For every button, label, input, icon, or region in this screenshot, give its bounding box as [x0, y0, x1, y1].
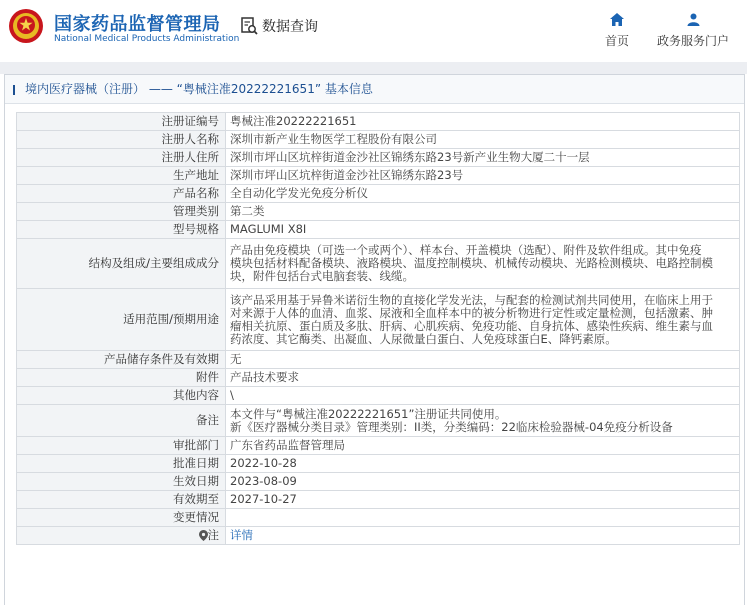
- field-value-text: 2022-10-28: [230, 456, 297, 470]
- field-label: [17, 405, 226, 437]
- field-label: [17, 491, 226, 509]
- field-value: [226, 221, 740, 239]
- field-value-line: 瘤相关抗原、蛋白质及多肽、肝病、心肌疾病、免疫功能、自身抗体、感染性疾病、维生素与血: [230, 318, 713, 333]
- field-value-text: 粤械注准20222221651: [230, 114, 357, 128]
- field-value-text: 2023-08-09: [230, 474, 297, 488]
- field-label-text: 备注: [196, 413, 219, 427]
- field-value: [226, 185, 740, 203]
- breadcrumb-text: 境内医疗器械（注册） —— “粤械注准20222221651” 基本信息: [25, 82, 373, 96]
- field-label: [17, 509, 226, 527]
- details-link[interactable]: 详情: [230, 528, 253, 542]
- field-value: [226, 387, 740, 405]
- field-label-text: 结构及组成/主要组成成分: [88, 256, 219, 270]
- field-label-text: 注: [207, 528, 219, 542]
- field-label-text: 批准日期: [173, 456, 219, 470]
- field-label: [17, 131, 226, 149]
- field-value-text: 2027-10-27: [230, 492, 297, 506]
- field-label: [17, 369, 226, 387]
- field-label-text: 有效期至: [173, 492, 219, 506]
- breadcrumb-marker-icon: [13, 85, 23, 95]
- field-label: [17, 239, 226, 289]
- field-value-line: 块，附件包括台式电脑套装、线缆。: [230, 269, 414, 283]
- nav-services-portal[interactable]: [655, 13, 731, 49]
- field-value: [226, 289, 740, 351]
- field-label-text: 型号规格: [173, 222, 219, 236]
- location-pin-icon: [199, 530, 208, 541]
- table-row: [17, 167, 740, 185]
- table-row: [17, 491, 740, 509]
- table-row: [17, 369, 740, 387]
- table-row: [17, 221, 740, 239]
- table-row: [17, 527, 740, 545]
- nav-home[interactable]: [604, 13, 630, 49]
- brand-name-en[interactable]: National Medical Products Administration: [54, 34, 240, 44]
- breadcrumb: [5, 75, 744, 104]
- header-divider-bar: [0, 62, 747, 74]
- table-row: [17, 473, 740, 491]
- table-row: [17, 351, 740, 369]
- field-value: [226, 455, 740, 473]
- field-value-line: 产品由免疫模块（可选一个或两个）、样本台、开盖模块（选配）、附件及软件组成。其中免疫: [230, 243, 702, 257]
- field-label-text: 适用范围/预期用途: [123, 312, 219, 326]
- field-value-text: 深圳市新产业生物医学工程股份有限公司: [230, 132, 437, 146]
- field-value-line: 药浓度、其它酶类、出凝血、人尿微量白蛋白、人免疫球蛋白E、降钙素原。: [230, 331, 617, 346]
- table-row: [17, 203, 740, 221]
- field-value-text: 产品技术要求: [230, 370, 299, 384]
- search-document-icon: [240, 17, 258, 35]
- field-label: [17, 113, 226, 131]
- field-label-text: 产品储存条件及有效期: [104, 352, 219, 366]
- table-row: [17, 509, 740, 527]
- table-row: [17, 455, 740, 473]
- field-label: [17, 455, 226, 473]
- field-value-text: 第二类: [230, 204, 265, 218]
- table-row: [17, 387, 740, 405]
- field-value-line: 该产品采用基于异鲁米诺衍生物的直接化学发光法，与配套的检测试剂共同使用，在临床上用于: [230, 292, 713, 307]
- field-value: [226, 405, 740, 437]
- field-value-text: 全自动化学发光免疫分析仪: [230, 186, 368, 200]
- table-row: [17, 289, 740, 351]
- field-label-text: 管理类别: [173, 204, 219, 218]
- field-label-text: 生效日期: [173, 474, 219, 488]
- detail-panel: [4, 74, 745, 605]
- table-row: [17, 185, 740, 203]
- site-header: [0, 0, 747, 62]
- field-label-text: 产品名称: [173, 186, 219, 200]
- field-label: [17, 167, 226, 185]
- data-query-heading: [240, 16, 318, 36]
- field-value-text: 广东省药品监督管理局: [230, 438, 345, 452]
- field-value: [226, 351, 740, 369]
- table-row: [17, 437, 740, 455]
- field-value: [226, 149, 740, 167]
- field-value: [226, 437, 740, 455]
- field-value: [226, 509, 740, 527]
- table-row: [17, 405, 740, 437]
- field-value-text: \: [230, 388, 234, 402]
- field-value-text: 深圳市坪山区坑梓街道金沙社区锦绣东路23号: [230, 168, 464, 182]
- nav-services-label: 政务服务门户: [656, 34, 729, 48]
- field-label: [17, 149, 226, 167]
- field-value: [226, 473, 740, 491]
- field-value: [226, 131, 740, 149]
- field-value: [226, 113, 740, 131]
- user-icon: [687, 13, 700, 26]
- table-row: [17, 131, 740, 149]
- data-query-title: 数据查询: [262, 19, 318, 35]
- field-label: [17, 387, 226, 405]
- national-emblem-logo[interactable]: [8, 8, 44, 44]
- table-row: [17, 113, 740, 131]
- field-value-line: 新《医疗器械分类目录》管理类别：II类，分类编码：22临床检验器械-04免疫分析设备: [230, 419, 673, 434]
- field-label-text: 注册人住所: [161, 150, 219, 164]
- field-value-line: 模块包括材料配备模块、液路模块、温度控制模块、机械传动模块、光路检测模块、电路控制模: [230, 256, 713, 270]
- table-row: [17, 149, 740, 167]
- brand-name-cn[interactable]: 国家药品监督管理局: [54, 14, 221, 35]
- field-label: [17, 437, 226, 455]
- field-value-line: 对来源于人体的血清、血浆、尿液和全血样本中的被分析物进行定性或定量检测，包括激素、肿: [230, 305, 713, 320]
- home-icon: [610, 13, 624, 26]
- field-value: [226, 203, 740, 221]
- field-label-text: 注册证编号: [161, 114, 219, 128]
- field-label: [17, 351, 226, 369]
- field-label: [17, 289, 226, 351]
- field-value: [226, 239, 740, 289]
- field-label: [17, 203, 226, 221]
- field-label-text: 生产地址: [173, 168, 219, 182]
- nav-home-label: 首页: [604, 34, 629, 48]
- table-row: [17, 239, 740, 289]
- field-label: [17, 527, 226, 545]
- field-label-text: 注册人名称: [161, 132, 219, 146]
- field-value: [226, 527, 740, 545]
- field-label-text: 其他内容: [173, 388, 219, 402]
- field-value: [226, 369, 740, 387]
- field-label-text: 附件: [196, 370, 219, 384]
- field-value: [226, 491, 740, 509]
- field-value-text: 深圳市坪山区坑梓街道金沙社区锦绣东路23号新产业生物大厦二十一层: [230, 150, 590, 164]
- field-label: [17, 185, 226, 203]
- field-label-text: 审批部门: [173, 438, 219, 452]
- field-value-text: 无: [230, 352, 242, 366]
- field-label-text: 变更情况: [173, 510, 219, 524]
- field-value-text: MAGLUMI X8I: [230, 222, 307, 236]
- field-label: [17, 473, 226, 491]
- field-label: [17, 221, 226, 239]
- field-value-line: 本文件与“粤械注准20222221651”注册证共同使用。: [230, 406, 507, 421]
- device-info-table: [16, 112, 740, 545]
- field-value: [226, 167, 740, 185]
